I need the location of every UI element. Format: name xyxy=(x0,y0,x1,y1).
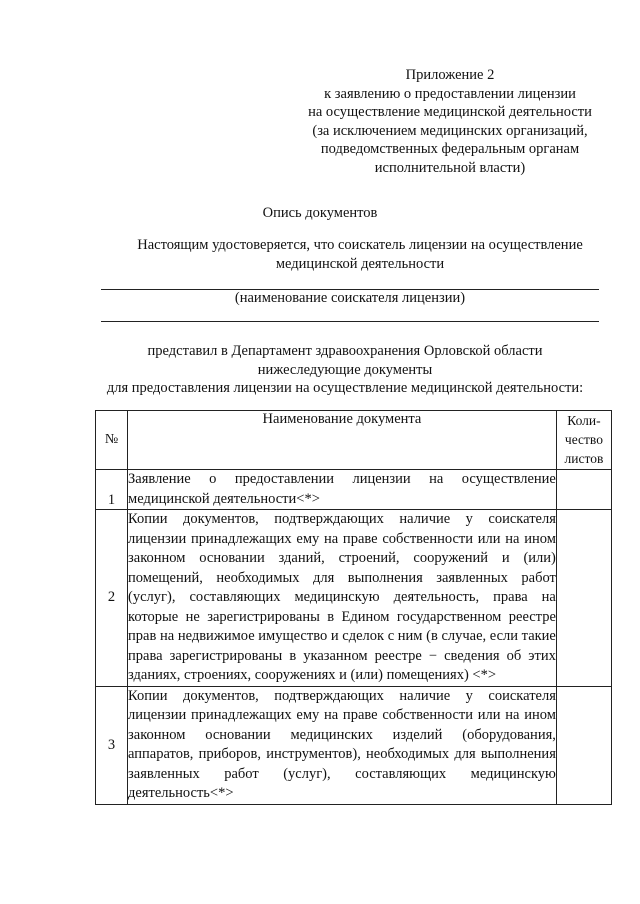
document-title: Опись документов xyxy=(262,205,378,221)
documents-table xyxy=(95,410,612,805)
row-name: Копии документов, подтверждающих наличие у соискателя лицензии принадлежащих ему на праве собственности или на ином законном основании зданий, строений, сооружений и (или) помещений, необходимых для выполнения заявленных работ (услуг), составляющих медицинскую деятельность, права на которые не зарегистрированы в Едином государственном реестре прав на недвижимое имущество и сделок с ним (в случае, если такие права зарегистрированы в указанном реестре − сведения об этих зданиях, строениях, сооружениях и (или) помещениях) <*> xyxy=(128,510,557,687)
row-num: 1 xyxy=(96,470,128,510)
certification-statement xyxy=(60,236,640,274)
table-header-row xyxy=(96,411,612,470)
row-count xyxy=(556,470,611,510)
table-row xyxy=(96,686,612,804)
presented-line-2: нижеследующие документы xyxy=(257,361,433,378)
row-name: Копии документов, подтверждающих наличие у соискателя лицензии принадлежащих ему на праве собственности или на ином законном основании медицинских изделий (оборудования, аппаратов, приборов, инструментов), необходимых для выполнения заявленных работ (услуг), составляющих медицинскую деятельность<*> xyxy=(128,686,557,804)
row-num: 3 xyxy=(96,686,128,804)
appendix-line: подведомственных федеральным органам xyxy=(320,141,580,157)
header-count: Коли-чество листов xyxy=(556,411,611,470)
presented-statement xyxy=(40,342,640,398)
table-row xyxy=(96,470,612,510)
appendix-header xyxy=(290,66,610,177)
presented-line-1: представил в Департамент здравоохранения Орловской области xyxy=(147,343,543,359)
row-count xyxy=(556,686,611,804)
appendix-line: на осуществление медицинской деятельности xyxy=(308,104,592,120)
appendix-line: исполнительной власти) xyxy=(374,159,526,176)
certify-line-1: Настоящим удостоверяется, что соискатель лицензии на осуществление xyxy=(137,237,583,253)
row-count xyxy=(556,510,611,687)
row-num: 2 xyxy=(96,510,128,687)
appendix-line: (за исключением медицинских организаций, xyxy=(312,122,588,139)
applicant-name-line-2 xyxy=(101,321,599,322)
appendix-line: Приложение 2 xyxy=(405,67,495,83)
header-name: Наименование документа xyxy=(128,411,557,470)
header-num: № xyxy=(96,411,128,470)
presented-line-3: для предоставления лицензии на осуществление медицинской деятельности: xyxy=(106,380,584,396)
applicant-name-caption: (наименование соискателя лицензии) xyxy=(234,290,466,306)
appendix-line: к заявлению о предоставлении лицензии xyxy=(324,85,576,102)
row-name: Заявление о предоставлении лицензии на осуществление медицинской деятельности<*> xyxy=(128,470,557,510)
table-row xyxy=(96,510,612,687)
certify-line-2: медицинской деятельности xyxy=(275,256,445,272)
